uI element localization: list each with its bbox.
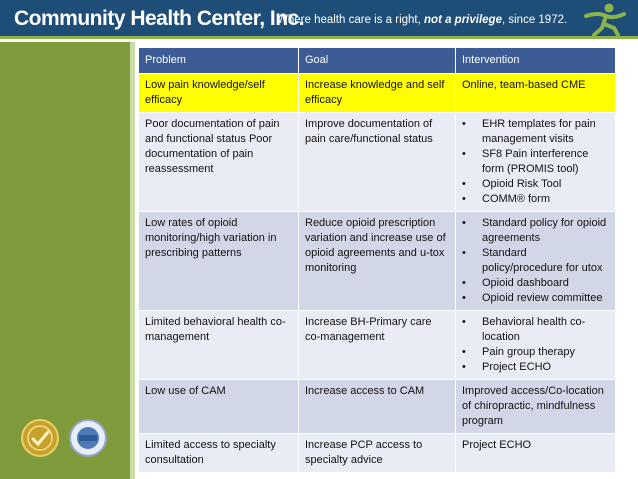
list-item: • COMM® form: [462, 192, 609, 207]
gold-seal-icon: [20, 418, 60, 458]
list-item: • Behavioral health co-location: [462, 315, 609, 345]
goal-cell: Increase knowledge and self efficacy: [299, 74, 456, 113]
problem-cell: Poor documentation of pain and functional status Poor documentation of pain reassessment: [139, 113, 299, 212]
problem-cell: Low pain knowledge/self efficacy: [139, 74, 299, 113]
brand-name: Community Health Center, Inc.: [14, 7, 305, 30]
intervention-cell: [456, 212, 616, 311]
intervention-cell: Online, team-based CME: [456, 74, 616, 113]
goal-cell: Increase access to CAM: [299, 380, 456, 434]
intervention-list: [462, 117, 609, 207]
table-row: [139, 113, 616, 212]
table-row: [139, 311, 616, 380]
person-logo-icon: [580, 2, 628, 36]
list-item: • Standard policy/procedure for utox: [462, 246, 609, 276]
list-item: • Opioid review committee: [462, 291, 609, 306]
sidebar-stripe: [130, 42, 135, 479]
goal-cell: Reduce opioid prescription variation and increase use of opioid agreements and u-tox monitoring: [299, 212, 456, 311]
intervention-cell: Improved access/Co-location of chiropractic, mindfulness program: [456, 380, 616, 434]
problem-cell: Low use of CAM: [139, 380, 299, 434]
intervention-list: [462, 216, 609, 306]
problem-cell: Limited access to specialty consultation: [139, 434, 299, 473]
table-row: [139, 74, 616, 113]
problem-cell: Low rates of opioid monitoring/high variation in prescribing patterns: [139, 212, 299, 311]
column-header-goal: Goal: [299, 48, 456, 74]
table-row: [139, 434, 616, 473]
column-header-problem: Problem: [139, 48, 299, 74]
goal-cell: Improve documentation of pain care/functional status: [299, 113, 456, 212]
header-banner: [0, 0, 638, 39]
intervention-cell: [456, 311, 616, 380]
list-item: • Opioid Risk Tool: [462, 177, 609, 192]
goal-cell: Increase BH-Primary care co-management: [299, 311, 456, 380]
tagline-emphasis: not a privilege: [424, 14, 502, 26]
intervention-list: [462, 315, 609, 375]
intervention-cell: [456, 113, 616, 212]
ncqa-seal-icon: [68, 418, 108, 458]
table-row: [139, 212, 616, 311]
list-item: • Opioid dashboard: [462, 276, 609, 291]
table-header-row: [139, 48, 616, 74]
list-item: • Project ECHO: [462, 360, 609, 375]
problem-cell: Limited behavioral health co-management: [139, 311, 299, 380]
list-item: • Standard policy for opioid agreements: [462, 216, 609, 246]
right-margin: [615, 42, 638, 479]
intervention-cell: Project ECHO: [456, 434, 616, 473]
list-item: • SF8 Pain interference form (PROMIS tool): [462, 147, 609, 177]
list-item: • EHR templates for pain management visits: [462, 117, 609, 147]
left-sidebar: [0, 42, 133, 479]
problem-goal-intervention-table: [138, 47, 616, 473]
tagline-start: Where health care is a right,: [277, 14, 425, 26]
column-header-intervention: Intervention: [456, 48, 616, 74]
tagline: [277, 14, 567, 26]
list-item: • Pain group therapy: [462, 345, 609, 360]
tagline-end: , since 1972.: [501, 14, 568, 26]
table-row: [139, 380, 616, 434]
goal-cell: Increase PCP access to specialty advice: [299, 434, 456, 473]
